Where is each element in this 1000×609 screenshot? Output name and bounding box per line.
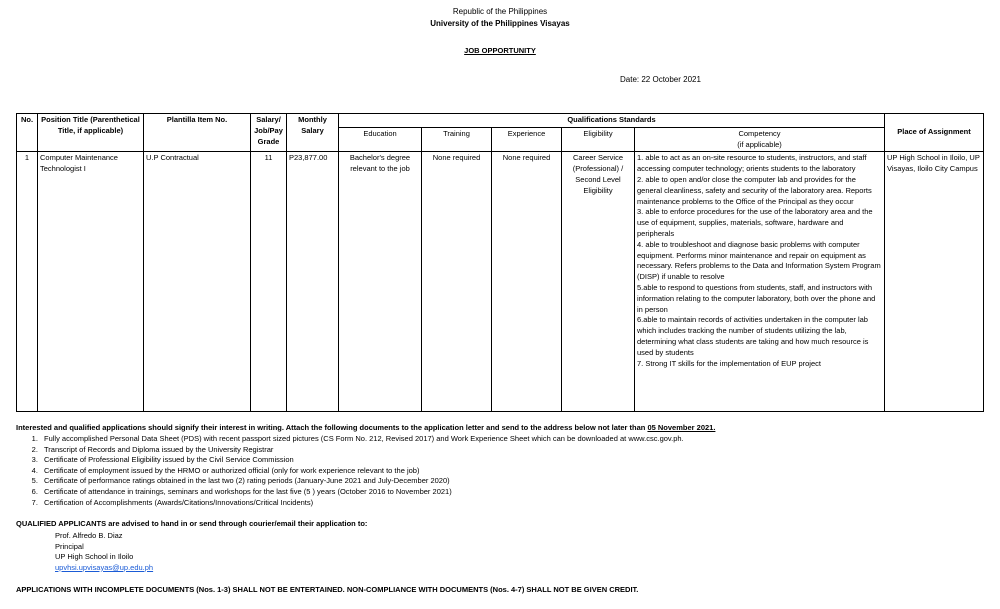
col-header-no: No. (17, 114, 38, 152)
competency-item: 4. able to troubleshoot and diagnose basic problems with computer equipment. Performs minor maintenance and repair on equipment as necessary. Refers problems to the Data and Information System Program (DISP) if unable to resolve (637, 239, 881, 282)
cell-no: 1 (17, 152, 38, 412)
list-item: 3. Certificate of Professional Eligibility issued by the Civil Service Commission (40, 455, 684, 466)
competency-item: 2. able to open and/or close the computer lab and provides for the general cleanliness, safety and security of the laboratory area. Reports maintenance problems to the Office of the Principal as they occur (637, 174, 872, 206)
header-job-opportunity: JOB OPPORTUNITY (464, 46, 536, 55)
cell-position: Computer Maintenance Technologist I (38, 152, 144, 412)
contact-office: UP High School in Iloilo (55, 552, 134, 562)
cell-training: None required (422, 152, 492, 412)
application-intro (16, 423, 715, 434)
col-header-experience: Experience (492, 127, 562, 152)
contact-name: Prof. Alfredo B. Diaz (55, 531, 123, 540)
competency-item: 6.able to maintain records of activities undertaken in the computer lab which includes tracking the number of students utilizing the lab, determining what class students are taking and how much resource is used by students (637, 315, 869, 357)
col-header-plantilla: Plantilla Item No. (144, 114, 251, 152)
contact-address (55, 531, 153, 573)
col-header-position: Position Title (Parenthetical Title, if applicable) (38, 114, 144, 152)
col-header-eligibility: Eligibility (562, 127, 635, 152)
contact-title: Principal (55, 541, 84, 551)
footer-warning: APPLICATIONS WITH INCOMPLETE DOCUMENTS (Nos. 1-3) SHALL NOT BE ENTERTAINED. NON-COMPLIANCE WITH DOCUMENTS (Nos. 4-7) SHALL NOT BE GIVEN CREDIT. (16, 585, 639, 594)
col-header-qualifications: Qualifications Standards (339, 114, 885, 128)
cell-salary: P23,877.00 (287, 152, 339, 412)
header-university: University of the Philippines Visayas (430, 19, 570, 28)
cell-education: Bachelor's degree relevant to the job (339, 152, 422, 412)
competency-item: 1. able to act as an on-site resource to students, instructors, and staff accessing computer technology; orients students to the laboratory (637, 153, 867, 174)
list-item: 1. Fully accomplished Personal Data Sheet (PDS) with recent passport sized pictures (CS Form No. 212, Revised 2017) and Work Experience Sheet which can be downloaded at www.csc.gov.ph. (40, 434, 684, 445)
header-republic: Republic of the Philippines (452, 7, 548, 16)
cell-grade: 11 (251, 152, 287, 412)
col-header-monthly-salary: Monthly Salary (287, 114, 339, 152)
cell-place: UP High School in Iloilo, UP Visayas, Iloilo City Campus (885, 152, 984, 412)
posting-date: Date: 22 October 2021 (620, 75, 701, 84)
competency-item: 5.able to respond to questions from students, staff, and instructors with information relating to the computer laboratory, both over the phone and in person (637, 282, 876, 314)
requirements-list (18, 434, 684, 508)
list-item: 7. Certification of Accomplishments (Awards/Citations/Innovations/Critical Incidents) (40, 498, 684, 509)
competency-note: (if applicable) (737, 139, 782, 149)
cell-competency (635, 152, 885, 412)
list-item: 4. Certificate of employment issued by the HRMO or authorized official (only for work experience relevant to the job) (40, 466, 684, 477)
qualified-applicants-note: QUALIFIED APPLICANTS are advised to hand in or send through courier/email their application to: (16, 519, 368, 528)
competency-label: Competency (738, 128, 781, 138)
intro-text: Interested and qualified applications should signify their interest in writing. Attach the following documents to the application letter and send to the address below not later than (16, 423, 648, 432)
competency-item: 3. able to enforce procedures for the use of the laboratory area and the use of equipment, supplies, materials, software, hardware and peripherals (637, 207, 873, 238)
list-item: 6. Certificate of attendance in trainings, seminars and workshops for the last five (5 ) years (October 2016 to November 2021) (40, 487, 684, 498)
deadline-date: 05 November 2021. (647, 423, 716, 432)
col-header-education: Education (339, 127, 422, 152)
job-table (16, 113, 984, 412)
list-item: 2. Transcript of Records and Diploma issued by the University Registrar (40, 445, 684, 456)
cell-plantilla: U.P Contractual (144, 152, 251, 412)
table-row (17, 152, 984, 412)
contact-email-link[interactable]: upvhsi.upvisayas@up.edu.ph (55, 562, 154, 572)
col-header-competency (635, 127, 885, 152)
list-item: 5. Certificate of performance ratings obtained in the last two (2) rating periods (January-June 2021 and July-December 2020) (40, 476, 684, 487)
col-header-salary-grade: Salary/ Job/Pay Grade (251, 114, 287, 152)
col-header-training: Training (422, 127, 492, 152)
col-header-place: Place of Assignment (885, 114, 984, 152)
cell-eligibility: Career Service (Professional) / Second Level Eligibility (562, 152, 635, 412)
cell-experience: None required (492, 152, 562, 412)
competency-item: 7. Strong IT skills for the implementation of EUP project (637, 358, 821, 368)
